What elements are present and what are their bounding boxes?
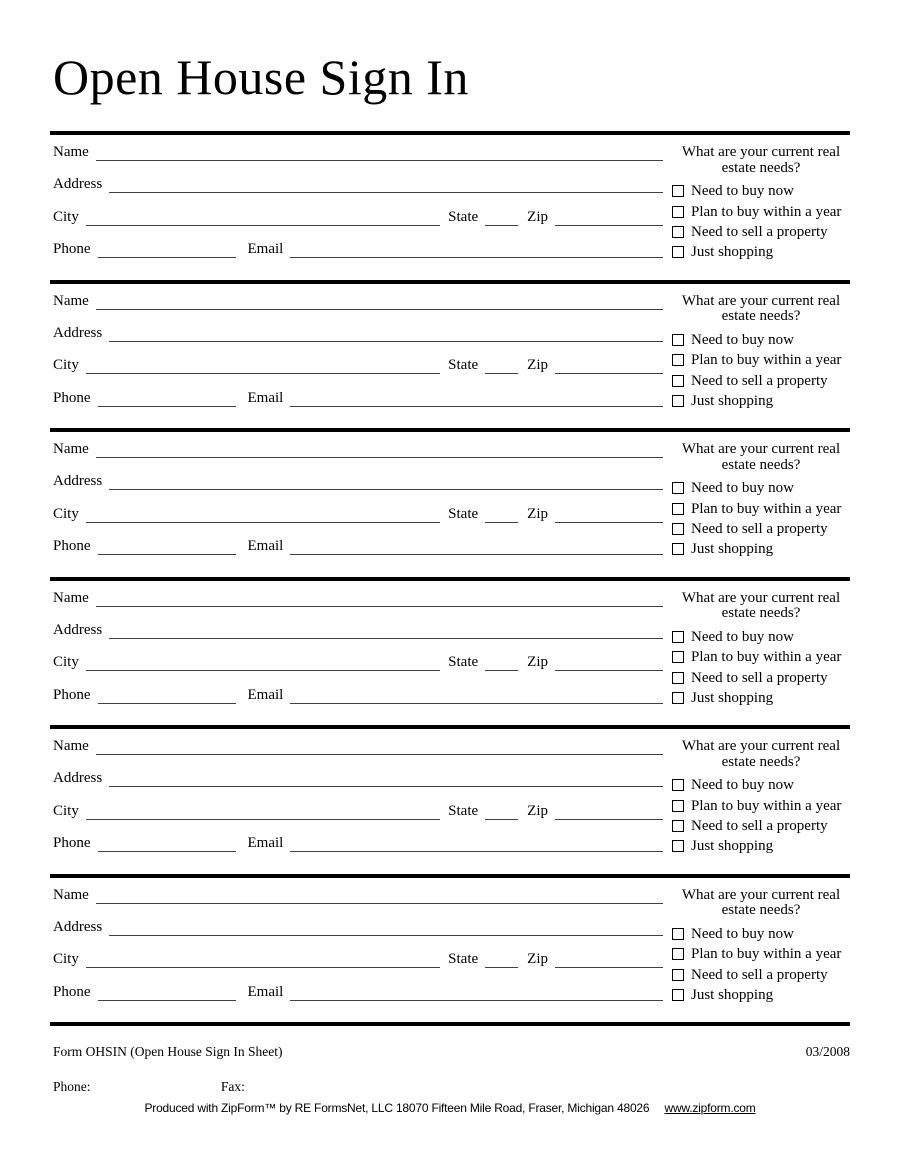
city-input-line[interactable]	[86, 958, 440, 968]
need-to-sell-property-checkbox[interactable]	[672, 523, 684, 535]
phone-label: Phone	[53, 389, 91, 406]
name-input-line[interactable]	[96, 448, 663, 458]
phone-label: Phone	[53, 983, 91, 1000]
just-shopping-checkbox[interactable]	[672, 246, 684, 258]
plan-to-buy-within-year-checkbox[interactable]	[672, 948, 684, 960]
city-label: City	[53, 357, 79, 374]
signin-entry	[50, 428, 850, 577]
phone-email-row	[53, 671, 663, 703]
email-label: Email	[247, 538, 284, 555]
entry-fields	[53, 875, 663, 1023]
needs-heading: What are your current real estate needs?	[681, 589, 841, 622]
need-option-sell-property	[672, 668, 850, 688]
city-input-line[interactable]	[86, 661, 440, 671]
needs-panel	[672, 878, 850, 1023]
footer-fax-label: Fax:	[220, 1078, 245, 1094]
name-row	[53, 429, 663, 458]
city-label: City	[53, 505, 79, 522]
signin-entry	[50, 874, 850, 1023]
zip-input-line[interactable]	[555, 216, 663, 226]
address-row	[53, 755, 663, 787]
phone-email-row	[53, 523, 663, 555]
phone-input-line[interactable]	[98, 248, 236, 258]
phone-input-line[interactable]	[98, 545, 236, 555]
need-option-buy-within-year	[672, 944, 850, 964]
city-input-line[interactable]	[86, 216, 440, 226]
need-option-sell-property	[672, 222, 850, 242]
just-shopping-checkbox[interactable]	[672, 840, 684, 852]
need-to-sell-property-checkbox[interactable]	[672, 375, 684, 387]
zip-label: Zip	[527, 951, 548, 968]
email-label: Email	[247, 241, 284, 258]
just-shopping-label: Just shopping	[691, 986, 774, 1003]
email-input-line[interactable]	[290, 248, 663, 258]
zip-label: Zip	[527, 357, 548, 374]
need-to-sell-property-label: Need to sell a property	[691, 818, 828, 835]
state-input-line[interactable]	[485, 513, 518, 523]
page-title: Open House Sign In	[53, 49, 469, 105]
city-input-line[interactable]	[86, 364, 440, 374]
need-to-buy-now-label: Need to buy now	[691, 925, 794, 942]
signin-entry	[50, 725, 850, 874]
name-label: Name	[53, 886, 89, 903]
entry-fields	[53, 429, 663, 577]
footer-contact-row	[50, 1080, 850, 1095]
phone-input-line[interactable]	[98, 694, 236, 704]
needs-heading: What are your current real estate needs?	[681, 441, 841, 473]
need-to-sell-property-checkbox[interactable]	[672, 226, 684, 238]
name-input-line[interactable]	[96, 745, 663, 755]
name-label: Name	[53, 441, 89, 457]
zip-label: Zip	[527, 802, 548, 819]
address-row	[53, 310, 663, 342]
state-input-line[interactable]	[485, 661, 518, 671]
plan-to-buy-within-year-label: Plan to buy within a year	[691, 352, 842, 369]
need-option-just-shopping	[672, 837, 850, 857]
signin-sections	[50, 131, 850, 1026]
need-to-buy-now-checkbox[interactable]	[672, 631, 684, 643]
just-shopping-checkbox[interactable]	[672, 989, 684, 1001]
need-option-buy-now	[672, 479, 850, 499]
entry-fields	[53, 281, 663, 429]
name-row	[53, 132, 663, 161]
need-to-buy-now-label: Need to buy now	[691, 183, 794, 200]
email-input-line[interactable]	[290, 397, 663, 407]
footer-form-row	[50, 1045, 850, 1060]
just-shopping-label: Just shopping	[691, 244, 774, 261]
need-to-buy-now-checkbox[interactable]	[672, 928, 684, 940]
state-input-line[interactable]	[485, 810, 518, 820]
zip-input-line[interactable]	[555, 810, 663, 820]
need-to-buy-now-checkbox[interactable]	[672, 482, 684, 494]
need-option-just-shopping	[672, 985, 850, 1005]
form-id-text: Form OHSIN (Open House Sign In Sheet)	[53, 1044, 283, 1059]
address-label: Address	[53, 918, 103, 935]
name-input-line[interactable]	[96, 894, 663, 904]
need-option-just-shopping	[672, 688, 850, 708]
need-to-sell-property-checkbox[interactable]	[672, 820, 684, 832]
name-row	[53, 726, 663, 755]
need-option-buy-within-year	[672, 796, 850, 816]
plan-to-buy-within-year-checkbox[interactable]	[672, 651, 684, 663]
state-label: State	[448, 654, 479, 671]
address-label: Address	[53, 324, 103, 341]
need-option-sell-property	[672, 816, 850, 836]
need-option-buy-within-year	[672, 499, 850, 519]
need-option-sell-property	[672, 965, 850, 985]
need-to-sell-property-checkbox[interactable]	[672, 672, 684, 684]
city-state-zip-row	[53, 639, 663, 671]
zip-input-line[interactable]	[555, 958, 663, 968]
address-row	[53, 161, 663, 193]
zip-label: Zip	[527, 505, 548, 522]
phone-label: Phone	[53, 835, 91, 852]
name-label: Name	[53, 144, 89, 160]
city-label: City	[53, 802, 79, 819]
needs-panel	[672, 729, 850, 874]
needs-panel	[672, 135, 850, 280]
plan-to-buy-within-year-label: Plan to buy within a year	[691, 946, 842, 963]
produced-by-text: Produced with ZipForm™ by RE FormsNet, LLC 18070 Fifteen Mile Road, Fraser, Michigan 48026	[144, 1100, 650, 1115]
plan-to-buy-within-year-checkbox[interactable]	[672, 354, 684, 366]
phone-label: Phone	[53, 686, 91, 703]
city-label: City	[53, 654, 79, 671]
state-label: State	[448, 505, 479, 522]
city-label: City	[53, 951, 79, 968]
phone-input-line[interactable]	[98, 991, 236, 1001]
signin-entry	[50, 131, 850, 280]
need-option-sell-property	[672, 519, 850, 539]
signin-entry	[50, 577, 850, 726]
zip-label: Zip	[527, 208, 548, 225]
phone-input-line[interactable]	[98, 842, 236, 852]
address-input-line[interactable]	[109, 480, 663, 490]
just-shopping-checkbox[interactable]	[672, 543, 684, 555]
city-input-line[interactable]	[86, 810, 440, 820]
need-option-buy-now	[672, 924, 850, 944]
need-option-just-shopping	[672, 540, 850, 560]
email-label: Email	[247, 983, 284, 1000]
state-input-line[interactable]	[485, 364, 518, 374]
zip-label: Zip	[527, 654, 548, 671]
need-to-buy-now-label: Need to buy now	[691, 480, 794, 497]
need-option-just-shopping	[672, 391, 850, 411]
phone-label: Phone	[53, 538, 91, 555]
form-footer	[50, 1045, 850, 1115]
needs-heading: What are your current real estate needs?	[681, 292, 841, 325]
need-to-buy-now-checkbox[interactable]	[672, 334, 684, 346]
plan-to-buy-within-year-checkbox[interactable]	[672, 503, 684, 515]
city-state-zip-row	[53, 342, 663, 374]
address-input-line[interactable]	[109, 332, 663, 342]
entry-fields	[53, 726, 663, 874]
need-to-buy-now-label: Need to buy now	[691, 331, 794, 348]
zip-input-line[interactable]	[555, 364, 663, 374]
phone-label: Phone	[53, 241, 91, 258]
need-option-buy-within-year	[672, 350, 850, 370]
name-label: Name	[53, 589, 89, 606]
plan-to-buy-within-year-checkbox[interactable]	[672, 800, 684, 812]
need-option-buy-now	[672, 627, 850, 647]
need-to-sell-property-label: Need to sell a property	[691, 521, 828, 538]
need-to-sell-property-label: Need to sell a property	[691, 224, 828, 241]
plan-to-buy-within-year-checkbox[interactable]	[672, 206, 684, 218]
phone-input-line[interactable]	[98, 397, 236, 407]
form-date-text: 03/2008	[805, 1044, 850, 1059]
plan-to-buy-within-year-label: Plan to buy within a year	[691, 797, 842, 814]
need-option-buy-now	[672, 330, 850, 350]
phone-email-row	[53, 968, 663, 1000]
need-to-buy-now-checkbox[interactable]	[672, 779, 684, 791]
email-input-line[interactable]	[290, 694, 663, 704]
city-state-zip-row	[53, 490, 663, 522]
plan-to-buy-within-year-label: Plan to buy within a year	[691, 649, 842, 666]
address-input-line[interactable]	[109, 183, 663, 193]
address-input-line[interactable]	[109, 629, 663, 639]
phone-email-row	[53, 226, 663, 258]
email-input-line[interactable]	[290, 842, 663, 852]
email-input-line[interactable]	[290, 991, 663, 1001]
need-to-sell-property-label: Need to sell a property	[691, 669, 828, 686]
just-shopping-label: Just shopping	[691, 838, 774, 855]
needs-heading: What are your current real estate needs?	[681, 738, 841, 770]
state-label: State	[448, 951, 479, 968]
zip-input-line[interactable]	[555, 661, 663, 671]
phone-email-row	[53, 820, 663, 852]
needs-panel	[672, 284, 850, 429]
need-to-buy-now-checkbox[interactable]	[672, 185, 684, 197]
need-option-just-shopping	[672, 243, 850, 263]
just-shopping-label: Just shopping	[691, 392, 774, 409]
need-to-sell-property-checkbox[interactable]	[672, 969, 684, 981]
needs-heading: What are your current real estate needs?	[681, 886, 841, 919]
city-state-zip-row	[53, 193, 663, 225]
need-to-sell-property-label: Need to sell a property	[691, 966, 828, 983]
name-input-line[interactable]	[96, 151, 663, 161]
just-shopping-label: Just shopping	[691, 541, 774, 558]
just-shopping-label: Just shopping	[691, 689, 774, 706]
address-label: Address	[53, 176, 103, 193]
email-label: Email	[247, 686, 284, 703]
need-option-buy-now	[672, 182, 850, 202]
need-option-sell-property	[672, 371, 850, 391]
city-label: City	[53, 208, 79, 225]
city-state-zip-row	[53, 787, 663, 819]
address-label: Address	[53, 621, 103, 638]
footer-phone-label: Phone:	[53, 1078, 91, 1094]
state-label: State	[448, 802, 479, 819]
state-input-line[interactable]	[485, 958, 518, 968]
name-input-line[interactable]	[96, 597, 663, 607]
email-label: Email	[247, 389, 284, 406]
email-input-line[interactable]	[290, 545, 663, 555]
needs-panel	[672, 581, 850, 726]
name-input-line[interactable]	[96, 300, 663, 310]
plan-to-buy-within-year-label: Plan to buy within a year	[691, 500, 842, 517]
signin-entry	[50, 280, 850, 429]
footer-produced-row	[50, 1101, 850, 1115]
zipform-link[interactable]: www.zipform.com	[664, 1100, 756, 1115]
need-option-buy-within-year	[672, 647, 850, 667]
just-shopping-checkbox[interactable]	[672, 692, 684, 704]
needs-heading: What are your current real estate needs?	[681, 144, 841, 176]
email-label: Email	[247, 835, 284, 852]
address-label: Address	[53, 473, 103, 490]
name-row	[53, 578, 663, 607]
address-row	[53, 458, 663, 490]
name-label: Name	[53, 738, 89, 754]
plan-to-buy-within-year-label: Plan to buy within a year	[691, 203, 842, 220]
state-input-line[interactable]	[485, 216, 518, 226]
name-label: Name	[53, 292, 89, 309]
need-option-buy-now	[672, 776, 850, 796]
need-option-buy-within-year	[672, 202, 850, 222]
state-label: State	[448, 357, 479, 374]
need-to-buy-now-label: Need to buy now	[691, 628, 794, 645]
name-row	[53, 281, 663, 310]
just-shopping-checkbox[interactable]	[672, 395, 684, 407]
address-input-line[interactable]	[109, 926, 663, 936]
name-row	[53, 875, 663, 904]
state-label: State	[448, 208, 479, 225]
address-label: Address	[53, 770, 103, 787]
entry-fields	[53, 132, 663, 280]
entry-fields	[53, 578, 663, 726]
address-input-line[interactable]	[109, 777, 663, 787]
need-to-buy-now-label: Need to buy now	[691, 777, 794, 794]
phone-email-row	[53, 374, 663, 406]
address-row	[53, 904, 663, 936]
zip-input-line[interactable]	[555, 513, 663, 523]
city-state-zip-row	[53, 936, 663, 968]
needs-panel	[672, 432, 850, 577]
city-input-line[interactable]	[86, 513, 440, 523]
address-row	[53, 607, 663, 639]
need-to-sell-property-label: Need to sell a property	[691, 372, 828, 389]
